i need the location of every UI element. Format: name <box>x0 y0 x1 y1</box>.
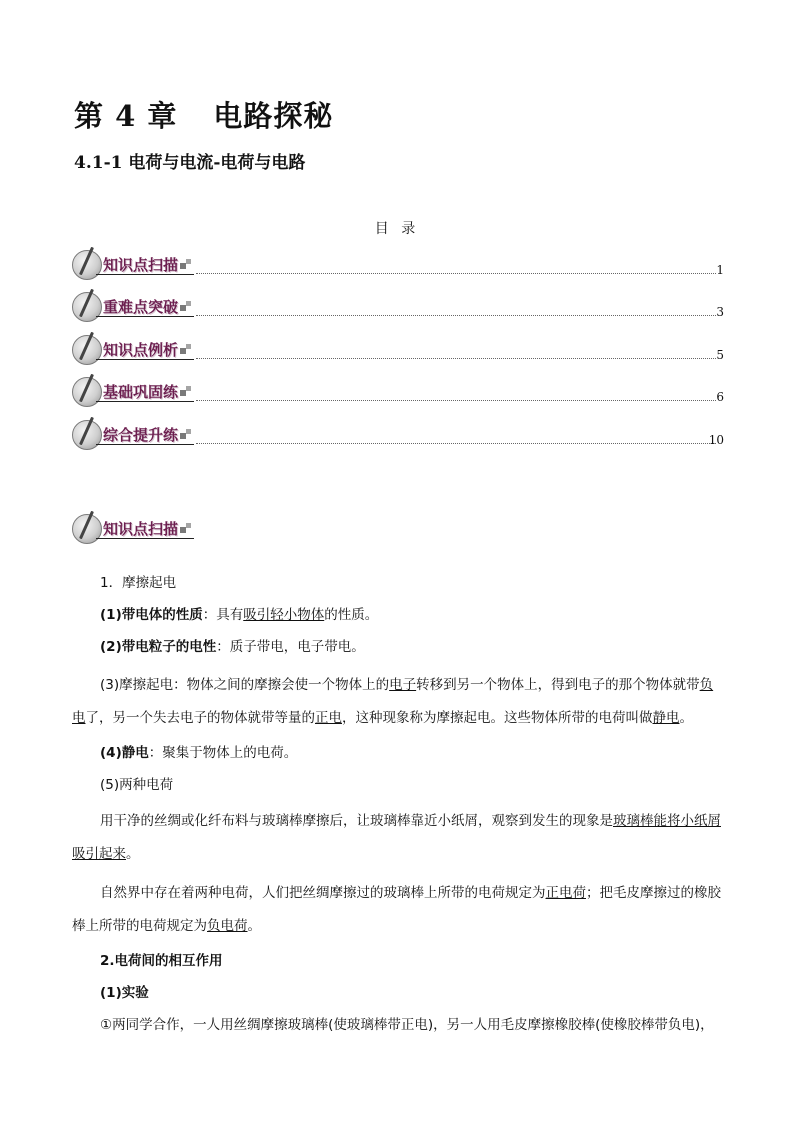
toc-page-number: 3 <box>716 305 724 319</box>
divider <box>96 359 194 360</box>
divider <box>96 316 194 317</box>
square-icon <box>186 386 191 391</box>
toc-badge <box>72 375 196 409</box>
toc-leader <box>196 273 716 274</box>
divider <box>96 444 194 445</box>
toc-page-number: 10 <box>708 433 724 447</box>
heading-experiment: (1)实验 <box>100 985 149 1001</box>
paragraph-glass-rod: 用干净的丝绸或化纤布料与玻璃棒摩擦后，让玻璃棒靠近小纸屑，观察到发生的现象是玻璃棒能将小纸屑吸引起来。 <box>72 813 721 862</box>
heading-friction: 1．摩擦起电 <box>100 575 177 591</box>
paragraph-charge-convention: 自然界中存在着两种电荷，人们把丝绸摩擦过的玻璃棒上所带的电荷规定为正电荷；把毛皮摩擦过的橡胶棒上所带的电荷规定为负电荷。 <box>72 885 721 934</box>
toc-badge <box>72 333 196 367</box>
toc-entry-2[interactable] <box>72 290 724 328</box>
square-icon <box>186 429 191 434</box>
divider <box>96 538 194 539</box>
toc-page-number: 6 <box>716 390 724 404</box>
square-icon <box>186 301 191 306</box>
toc-leader <box>196 358 716 359</box>
toc-leader <box>196 443 716 444</box>
section-title: 4.1-1 电荷与电流-电荷与电路 <box>74 153 306 173</box>
toc-entry-5[interactable] <box>72 418 724 456</box>
toc-label: 知识点例析 <box>103 341 179 359</box>
section-badge <box>72 512 196 546</box>
divider <box>96 274 194 275</box>
toc-label: 重难点突破 <box>103 298 179 316</box>
section-badge-label: 知识点扫描 <box>103 520 179 538</box>
paragraph-static: (4)静电：聚集于物体上的电荷。 <box>100 745 298 761</box>
paragraph-charged-body: (1)带电体的性质：具有吸引轻小物体的性质。 <box>100 607 379 623</box>
paragraph-friction-electricity: (3)摩擦起电：物体之间的摩擦会使一个物体上的电子转移到另一个物体上，得到电子的那个物体就带负电了，另一个失去电子的物体就带等量的正电，这种现象称为摩擦起电。这些物体所带的电荷叫做静电。 <box>72 677 714 726</box>
toc-badge <box>72 290 196 324</box>
paragraph-experiment-step: ①两同学合作，一人用丝绸摩擦玻璃棒(使玻璃棒带正电)，另一人用毛皮摩擦橡胶棒(使橡胶棒带负电)， <box>100 1017 714 1033</box>
toc-label: 基础巩固练 <box>103 383 179 401</box>
square-icon <box>186 523 191 528</box>
divider <box>96 401 194 402</box>
toc-label: 综合提升练 <box>103 426 179 444</box>
toc-entry-3[interactable] <box>72 333 724 371</box>
square-icon <box>186 344 191 349</box>
paragraph-particle-charge: (2)带电粒子的电性：质子带电，电子带电。 <box>100 639 365 655</box>
body-content <box>72 573 724 1035</box>
toc-heading: 目 录 <box>374 221 420 237</box>
toc-badge <box>72 418 196 452</box>
toc-page-number: 1 <box>716 263 724 277</box>
chapter-title: 第 4 章 电路探秘 <box>74 99 334 133</box>
heading-interaction: 2.电荷间的相互作用 <box>100 953 223 969</box>
toc-badge <box>72 248 196 282</box>
toc-label: 知识点扫描 <box>103 256 179 274</box>
toc-page-number: 5 <box>716 348 724 362</box>
toc-entry-4[interactable] <box>72 375 724 413</box>
paragraph-two-charges: (5)两种电荷 <box>100 777 174 793</box>
square-icon <box>186 259 191 264</box>
toc-entry-1[interactable] <box>72 248 724 286</box>
toc-leader <box>196 400 716 401</box>
toc-leader <box>196 315 716 316</box>
